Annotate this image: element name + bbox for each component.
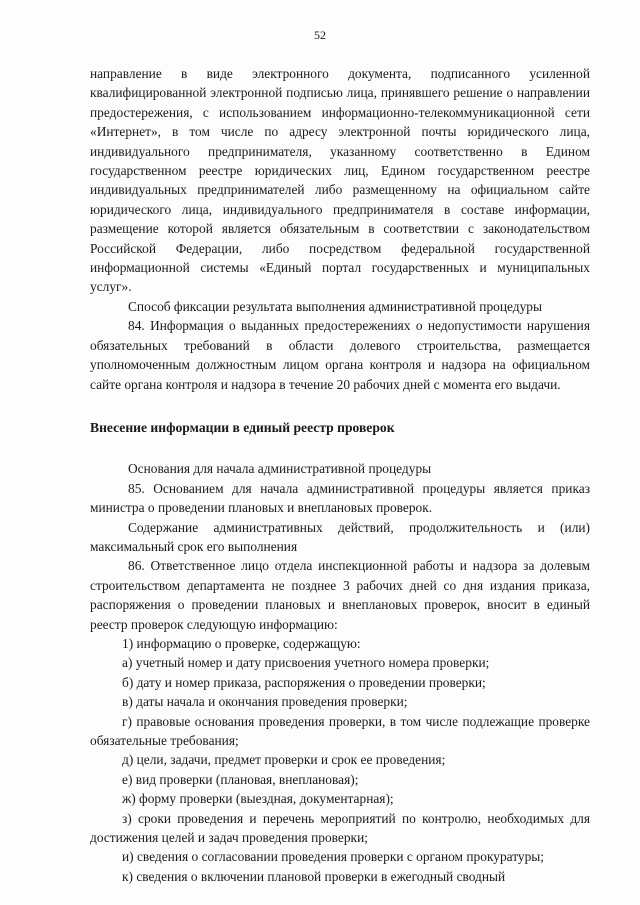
list-item-i: и) сведения о согласовании проведения проверки с органом прокуратуры;: [122, 849, 545, 865]
list-item-a: а) учетный номер и дату присвоения учетного номера проверки;: [122, 655, 490, 671]
paragraph-notification-method: направление в виде электронного документа, подписанного усиленной квалифицированной электронной подписью лица, принявшего решение о направлении предостережения, с использованием информационно-телекоммуникационной сети «Интернет», в том числе по адресу электронной почты юридического лица, индивидуального предпринимателя, указанному соответственно в Едином государственном реестре юридических лиц, Едином государственном реестре индивидуальных предпринимателей либо размещенному на официальном сайте юридического лица, индивидуального предпринимателя в составе информации, размещение которой является обязательным в соответствии с законодательством Российской Федерации, либо посредством федеральной государственной информационной системы «Единый портал государственных и муниципальных услуг».: [90, 66, 590, 295]
list-item-e: е) вид проверки (плановая, внеплановая);: [122, 771, 359, 787]
paragraph-86: 86. Ответственное лицо отдела инспекционной работы и надзора за долевым строительством департамента не позднее 3 рабочих дней со дня издания приказа, распоряжения о проведении плановых и внеплановых проверок, вносит в единый реестр проверок следующую информацию:: [90, 558, 590, 632]
list-item-v: в) даты начала и окончания проведения проверки;: [122, 694, 408, 710]
paragraph-content-label: Содержание административных действий, продолжительность и (или) максимальный срок его выполнения: [90, 519, 590, 554]
list-item-g: г) правовые основания проведения проверки, в том числе подлежащие проверке обязательные требования;: [90, 713, 590, 748]
list-item-z: з) сроки проведения и перечень мероприятий по контролю, необходимых для достижения целей и задач проведения проверки;: [90, 810, 590, 846]
document-body: [90, 64, 590, 886]
list-item-zh: ж) форму проверки (выездная, документарная);: [122, 791, 394, 807]
list-item-1: 1) информацию о проверке, содержащую:: [122, 635, 361, 651]
list-item-d: д) цели, задачи, предмет проверки и срок ее проведения;: [122, 752, 446, 768]
paragraph-84: 84. Информация о выданных предостережениях о недопустимости нарушения обязательных требований в области долевого строительства, размещается уполномоченным должностным лицом органа контроля и надзора на официальном сайте органа контроля и надзора в течение 20 рабочих дней с момента его выдачи.: [90, 318, 590, 392]
list-item-b: б) дату и номер приказа, распоряжения о проведении проверки;: [122, 674, 486, 690]
paragraph-grounds-label: Основания для начала административной процедуры: [128, 461, 432, 477]
section-heading: Внесение информации в единый реестр проверок: [90, 419, 395, 435]
paragraph-85: 85. Основанием для начала административной процедуры является приказ министра о проведении плановых и внеплановых проверок.: [90, 480, 590, 516]
page-number: 52: [314, 28, 326, 42]
list-item-k: к) сведения о включении плановой проверки в ежегодный сводный: [122, 868, 506, 884]
paragraph-fix-method: Способ фиксации результата выполнения административной процедуры: [128, 298, 542, 314]
